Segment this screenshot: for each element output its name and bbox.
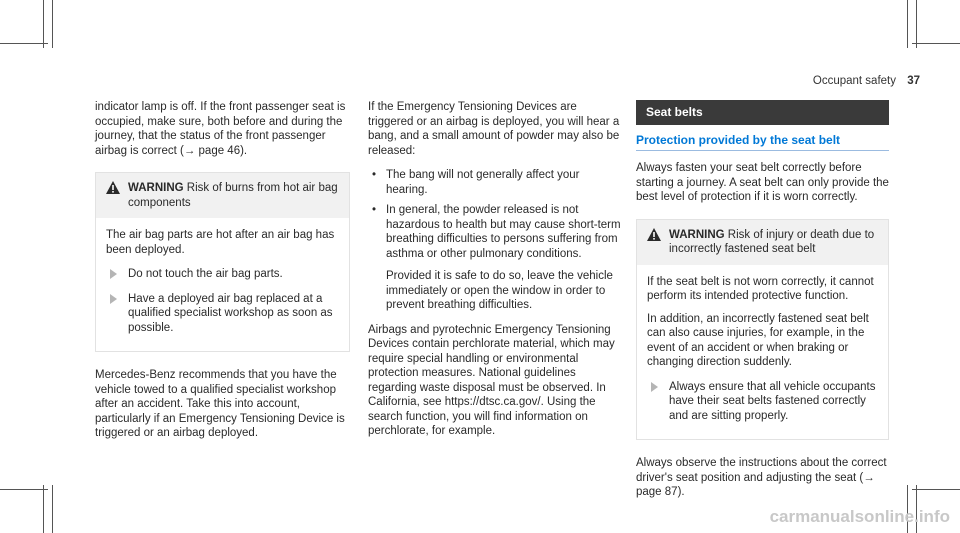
action-text: Always ensure that all vehicle occupants have their seat belts fastened correctly and are sitting properly.	[669, 380, 876, 422]
col2-subtext: Provided it is safe to do so, leave the vehicle immediately or open the window in order to prevent breathing difficulties.	[386, 270, 613, 311]
subsection-title: Protection provided by the seat belt	[636, 133, 889, 152]
col3-intro: Always fasten your seat belt correctly before starting a journey. A seat belt can only provide the best level of protection if it is worn correctly.	[636, 162, 889, 203]
action-step	[647, 380, 878, 424]
crop-mark	[912, 489, 960, 490]
warning-triangle-icon	[647, 228, 661, 242]
action-step	[106, 292, 339, 336]
bullet-icon: •	[372, 169, 377, 181]
warning-body	[637, 265, 888, 440]
page-header	[813, 75, 920, 87]
warning-label: WARNING	[128, 182, 184, 194]
warning-body	[96, 218, 349, 351]
column-3	[636, 100, 889, 510]
page-number: 37	[907, 75, 920, 87]
crop-mark	[52, 485, 53, 533]
col1-intro: indicator lamp is off. If the front passenger seat is occupied, make sure, both before and during the journey, that the status of the front passenger airbag is correct (→ page 46).	[95, 101, 346, 157]
header-section: Occupant safety	[812, 75, 896, 87]
warning-label: WARNING	[669, 228, 725, 241]
warning-header	[96, 173, 349, 218]
crop-mark	[0, 43, 48, 44]
arrow-right-icon	[110, 269, 117, 279]
col2-intro: If the Emergency Tensioning Devices are triggered or an airbag is deployed, you will hear a bang, and a small amount of powder may also be released:	[368, 101, 620, 157]
crop-mark	[912, 43, 960, 44]
column-1	[95, 100, 350, 451]
action-text: Do not touch the air bag parts.	[128, 268, 283, 280]
list-item	[368, 203, 623, 261]
list-item-text: The bang will not generally affect your hearing.	[386, 169, 580, 196]
seatbelt-warning-box	[636, 219, 889, 441]
section-title: Seat belts	[636, 100, 889, 125]
crop-mark	[52, 0, 53, 48]
action-step	[106, 267, 339, 282]
col1-after: Mercedes-Benz recommends that you have the vehicle towed to a qualified specialist workshop after an accident. Take this into account, particularly if an Emergency Tensioning Device is triggered or an airbag deployed.	[95, 369, 345, 439]
arrow-right-icon	[110, 294, 117, 304]
crop-mark	[43, 485, 44, 533]
watermark: carmanualsonline.info	[769, 507, 950, 526]
col2-after: Airbags and pyrotechnic Emergency Tensioning Devices contain perchlorate material, which may require special handling or environmental protection measures. National guidelines regarding waste disposal must be observed. In California, see https://dtsc.ca.gov/. Using the search function, you will find information on perchlorate, for example.	[368, 323, 615, 437]
burn-warning-box	[95, 172, 350, 352]
warning-title: Risk of burns from hot air bag components	[128, 182, 338, 209]
warning-header	[637, 220, 888, 265]
warning-text: In addition, an incorrectly fastened seat belt can also cause injuries, for example, in the event of an accident or when braking or changing direction suddenly.	[647, 312, 869, 368]
bullet-icon: •	[372, 204, 377, 216]
action-text: Have a deployed air bag replaced at a qualified specialist workshop as soon as possible.	[128, 292, 333, 334]
crop-mark	[907, 0, 908, 48]
warning-title: Risk of injury or death due to incorrectly fastened seat belt	[669, 228, 875, 255]
list-item	[368, 168, 623, 197]
list-item-text: In general, the powder released is not hazardous to health but may cause short-term breathing difficulties to persons suffering from asthma or other pulmonary conditions.	[386, 204, 621, 260]
bullet-list	[368, 168, 623, 261]
crop-mark	[0, 489, 48, 490]
crop-mark	[43, 0, 44, 48]
crop-mark	[916, 0, 917, 48]
warning-triangle-icon	[106, 181, 120, 195]
warning-text: The air bag parts are hot after an air bag has been deployed.	[106, 229, 335, 256]
col3-after: Always observe the instructions about the correct driver's seat position and adjusting the seat (→ page 87).	[636, 457, 887, 498]
warning-text: If the seat belt is not worn correctly, it cannot perform its intended protective function.	[647, 275, 874, 302]
column-2	[368, 100, 623, 449]
arrow-right-icon	[651, 382, 658, 392]
